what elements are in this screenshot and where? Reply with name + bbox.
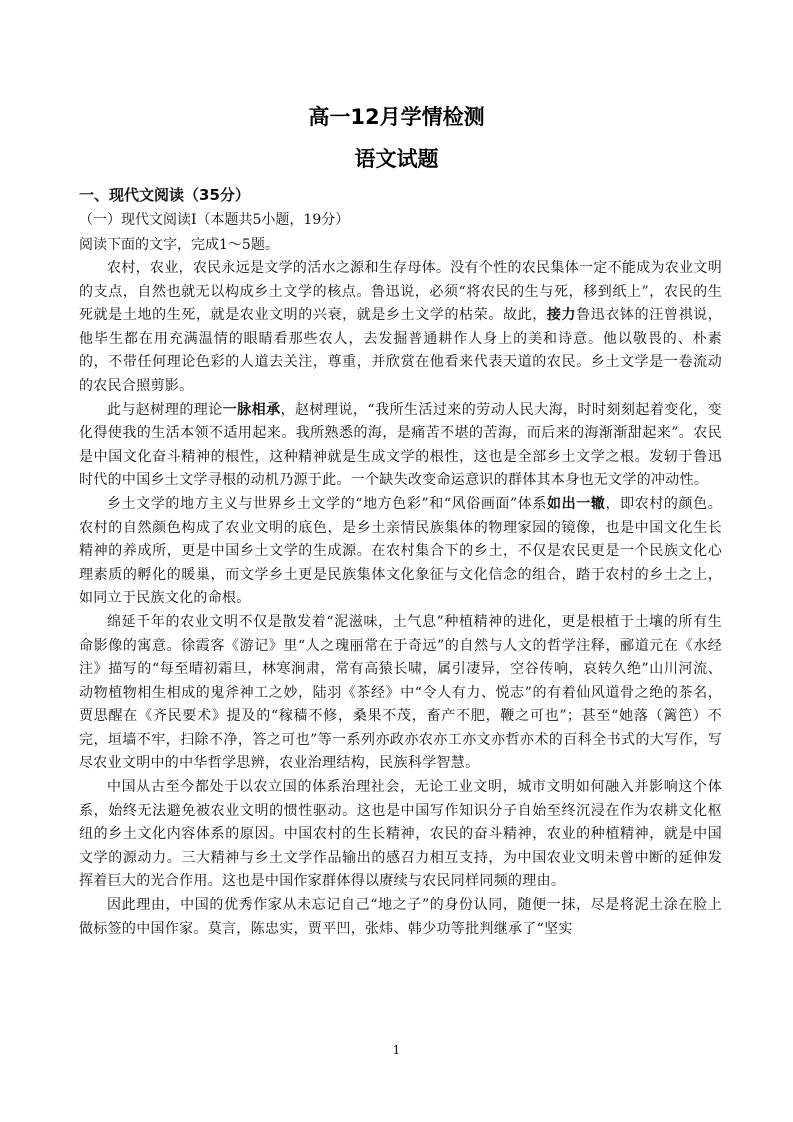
reading-passage [79,257,722,941]
bold-term: 一脉相承 [222,401,281,418]
paragraph-5 [79,776,722,894]
page-number: 1 [392,1043,401,1057]
bold-term: 如出一辙 [547,495,606,512]
paragraph-3 [79,493,722,611]
exam-subtitle: 语文试题 [354,147,439,171]
paragraph-text: 绵延千年的农业文明不仅是散发着“泥滋味，土气息”种植精神的进化，更是根植于土壤的所有生命影像的寓意。徐霞客《游记》里“人之瑰丽常在于奇远”的自然与人文的哲学注释，郦道元在《水经注》描写的“每至晴初霜旦，林寒涧肃，常有高猿长啸，属引凄异，空谷传响，哀转久绝”山川河流、动物植物相生相成的鬼斧神工之妙，陆羽《茶经》中“令人有力、悦志”的有着仙风道骨之绝的茶名，贾思醒在《齐民要术》提及的“稼穑不修，桑果不茂，畜产不肥，鞭之可也”；甚至“她落（篱笆）不完，垣墙不牢，扫除不净，答之可也”等一系列亦政亦农亦工亦文亦哲亦术的百科全书式的大写作，写尽农业文明中的中华哲学思辨，农业治理结构，民族科学智慧。 [79,613,722,772]
paragraph-text: 中国从古至今都处于以农立国的体系治理社会，无论工业文明，城市文明如何融入并影响这个体系，始终无法避免被农业文明的惯性驱动。这也是中国写作知识分子自始至终沉浸在作为农耕文化枢纽的乡土文化内容体系的原因。中国农村的生长精神，农民的奋斗精神，农业的种植精神，就是中国文学的源动力。三大精神与乡土文学作品输出的感召力相互支持，为中国农业文明未曾中断的延伸发挥着巨大的光合作用。这也是中国作家群体得以赓续与农民同样同频的理由。 [79,779,722,890]
paragraph-2 [79,399,722,493]
paragraph-1 [79,257,722,399]
paragraph-text: ，即农村的颜色。农村的自然颜色构成了农业文明的底色，是乡土亲情民族集体的物理家园的镜像，也是中国文化生长精神的养成所，更是中国乡土文学的生成源。在农村集合下的乡土，不仅是农民更是一个民族文化心理素质的孵化的暖巢，而文学乡土更是民族集体文化象征与文化信念的组合，踏于农村的乡土之上，如同立于民族文化的命根。 [79,495,723,607]
paragraph-text: 此与赵树理的理论 [107,401,223,418]
paragraph-text: 因此理由，中国的优秀作家从未忘记自己“地之子”的身份认同，随便一抹，尽是将泥土涂在脸上做标签的中国作家。莫言，陈忠实，贾平凹，张炜、韩少功等批判继承了“坚实 [79,897,722,937]
paragraph-text: 鲁迅衣钵的汪曾祺说，他毕生都在用充满温情的眼睛看那些农人，去发掘普通耕作人身上的美和诗意。他以敬畏的、朴素的，不带任何理论色彩的人道去关注，尊重，并欣赏在他看来代表天道的农民。乡土文学是一卷流动的农民合照剪影。 [79,307,722,394]
bold-term: 接力 [546,307,577,324]
subsection-heading: （一）现代文阅读Ⅰ（本题共5小题，19分） [79,212,350,228]
paragraph-4 [79,611,722,776]
paragraph-text: 农村，农业，农民永远是文学的活水之源和生存母体。没有个性的农民集体一定不能成为农业文明的支点，自然也就无以构成乡土文学的核点。鲁迅说，必须“将农民的生与死，移到纸上”，农民的生死就是土地的生死，就是农业文明的兴衰，就是乡土文学的枯荣。故此， [79,260,722,324]
section-heading: 一、现代文阅读（35分） [79,186,250,204]
exam-title: 高一12月学情检测 [308,105,485,129]
reading-instruction: 阅读下面的文字，完成1～5题。 [79,237,279,253]
paragraph-text: 乡土文学的地方主义与世界乡土文学的“地方色彩”和“风俗画面”体系 [107,495,548,512]
paragraph-text: ，赵树理说，“我所生活过来的劳动人民大海，时时刻刻起着变化，变化得使我的生活本领不适用起来。我所熟悉的海，是痛苦不堪的苦海，而后来的海渐渐甜起来”。农民是中国文化奋斗精神的根性，这种精神就是生成文学的根性，这也是全部乡土文学之根。发轫于鲁迅时代的中国乡土文学寻根的动机乃源于此。一个缺失改变命运意识的群体其本身也无文学的冲动性。 [79,401,722,489]
paragraph-6 [79,894,722,941]
